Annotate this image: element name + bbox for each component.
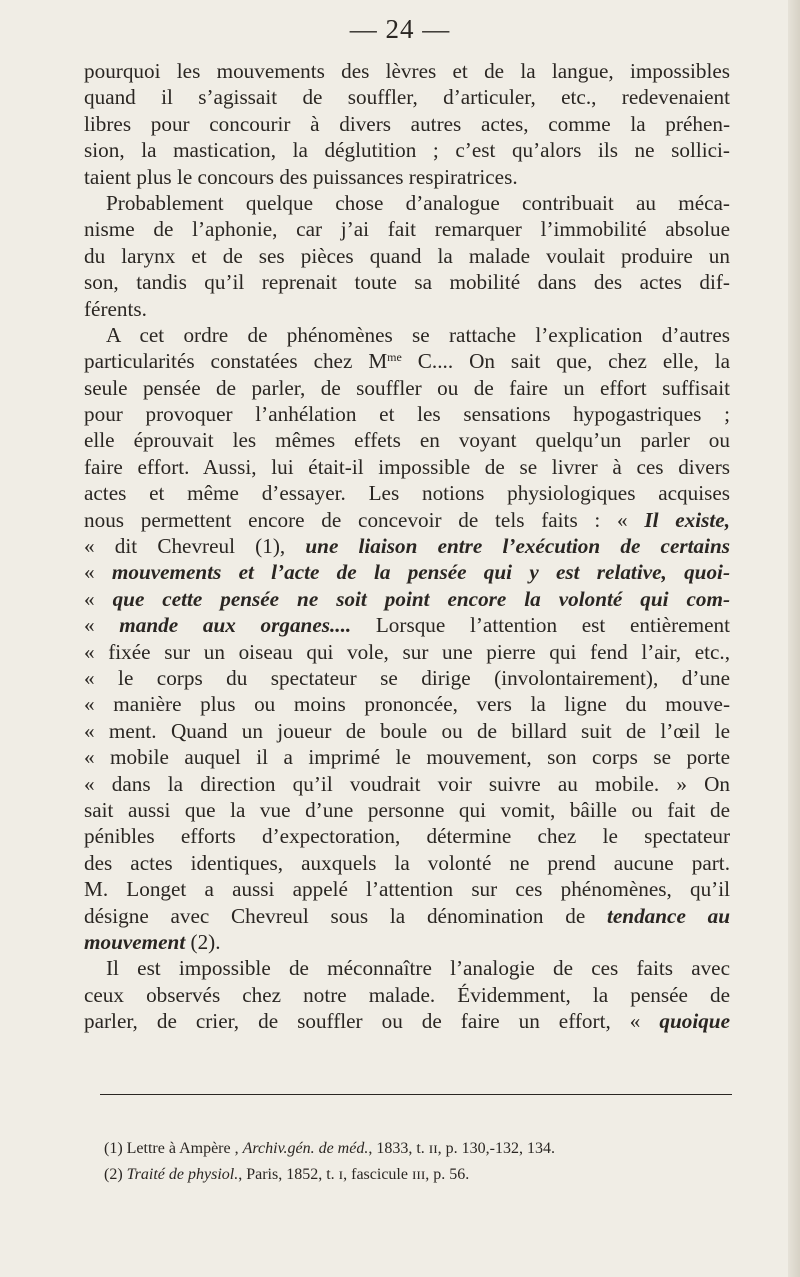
quotation-emphasis: une liaison entre l’exécution de certains [305,534,730,559]
text-line: « ment. Quand un joueur de boule ou de billard suit de l’œil le [84,718,730,743]
text-segment: nous permettent encore de concevoir de tels faits : « [84,507,645,532]
text-segment: Lorsque l’attention est entièrement [351,613,730,638]
page-edge [788,0,800,1277]
term-emphasis: mouvement [84,929,186,954]
page-number: — 24 — [349,14,451,44]
text-line: libres pour concourir à divers autres actes, comme la préhen- [84,111,730,136]
superscript: me [387,350,402,365]
text-line: « le corps du spectateur se dirige (involontairement), d’une [84,665,730,690]
text-line: sion, la mastication, la déglutition ; c’est qu’alors ils ne sollici- [84,138,730,163]
text-segment: (2). [185,929,221,954]
text-segment: particularités constatées chez M [84,349,388,374]
footnote [104,1136,704,1162]
text-line: taient plus le concours des puissances respiratrices. [84,164,518,189]
text-line [84,559,730,585]
text-line: actes et même d’essayer. Les notions physiologiques acquises [84,481,730,506]
text-line: nisme de l’aphonie, car j’ai fait remarquer l’immobilité absolue [84,217,730,242]
footnote-text: , Paris, 1852, t. ɪ, fascicule ɪɪɪ, p. 56. [238,1166,470,1183]
text-line: férents. [84,296,147,321]
text-line [84,507,730,533]
text-line: « fixée sur un oiseau qui vole, sur une pierre qui fend l’air, etc., [84,639,730,664]
text-line [84,929,730,955]
quotation-emphasis: Il existe, [644,507,730,532]
text-line: pénibles efforts d’expectoration, détermine chez le spectateur [84,824,730,849]
term-emphasis: tendance au [607,903,730,928]
text-line: Il est impossible de méconnaître l’analogie de ces faits avec [106,956,730,981]
text-line: son, tandis qu’il reprenait toute sa mobilité dans des actes dif- [84,270,730,295]
paragraph [84,322,730,955]
text-line: ceux observés chez notre malade. Évidemment, la pensée de [84,982,730,1007]
footnote-text: , 1833, t. ɪɪ, p. 130,-132, 134. [368,1140,556,1157]
text-line: pourquoi les mouvements des lèvres et de la langue, impossibles [84,59,730,83]
text-line: elle éprouvait les mêmes effets en voyant quelqu’un parler ou [84,428,730,453]
text-line: seule pensée de parler, de souffler ou de faire un effort suffisait [84,375,730,400]
footnote-divider [100,1094,732,1095]
quotation-emphasis: mande aux organes.... [119,613,352,638]
quotation-emphasis: mouvements et l’acte de la pensée qui y est relative, quoi- [111,560,730,585]
text-segment: « dit Chevreul (1), [84,534,306,559]
footnote [104,1162,704,1188]
paragraph [84,58,730,190]
text-line: A cet ordre de phénomènes se rattache l’explication d’autres [106,322,730,347]
text-line: sait aussi que la vue d’une personne qui vomit, bâille ou fait de [84,797,730,822]
text-line: des actes identiques, auxquels la volonté ne prend aucune part. [84,850,730,875]
text-line: « manière plus ou moins prononcée, vers la ligne du mouve- [84,692,730,717]
text-line [84,1008,730,1034]
footnote-source: Archiv.gén. de méd. [242,1140,369,1157]
text-line [84,903,730,929]
text-line [84,612,730,638]
text-line: pour provoquer l’anhélation et les sensations hypogastriques ; [84,402,730,427]
footnotes [104,1136,704,1188]
footnote-number: (1) [104,1140,123,1157]
text-line [84,533,730,559]
paragraph [84,955,730,1034]
text-segment: « [84,560,112,585]
text-segment: « [84,613,120,638]
text-line: quand il s’agissait de souffler, d’articuler, etc., redevenaient [84,85,730,110]
text-line: faire effort. Aussi, lui était-il impossible de se livrer à ces divers [84,454,730,479]
text-segment: désigne avec Chevreul sous la dénomination de [84,903,607,928]
paragraph [84,190,730,322]
body-text [84,58,730,1034]
text-line: M. Longet a aussi appelé l’attention sur ces phénomènes, qu’il [84,877,730,902]
footnote-source: Traité de physiol. [126,1166,239,1183]
text-line: « mobile auquel il a imprimé le mouvement, son corps se porte [84,745,730,770]
text-segment: « [84,586,113,611]
text-segment: C.... On sait que, chez elle, la [401,349,731,374]
text-line: « dans la direction qu’il voudrait voir suivre au mobile. » On [84,771,730,796]
footnote-text: Lettre à Ampère , [122,1140,243,1157]
text-line [84,586,730,612]
text-line: Probablement quelque chose d’analogue contribuait au méca- [106,190,730,215]
quotation-emphasis: que cette pensée ne soit point encore la volonté qui com- [112,586,731,611]
quotation-emphasis: quoique [659,1009,730,1034]
text-line: du larynx et de ses pièces quand la malade voulait produire un [84,243,730,268]
footnote-number: (2) [104,1166,123,1183]
text-segment: parler, de crier, de souffler ou de faire un effort, « [84,1009,660,1034]
text-line [84,348,730,374]
